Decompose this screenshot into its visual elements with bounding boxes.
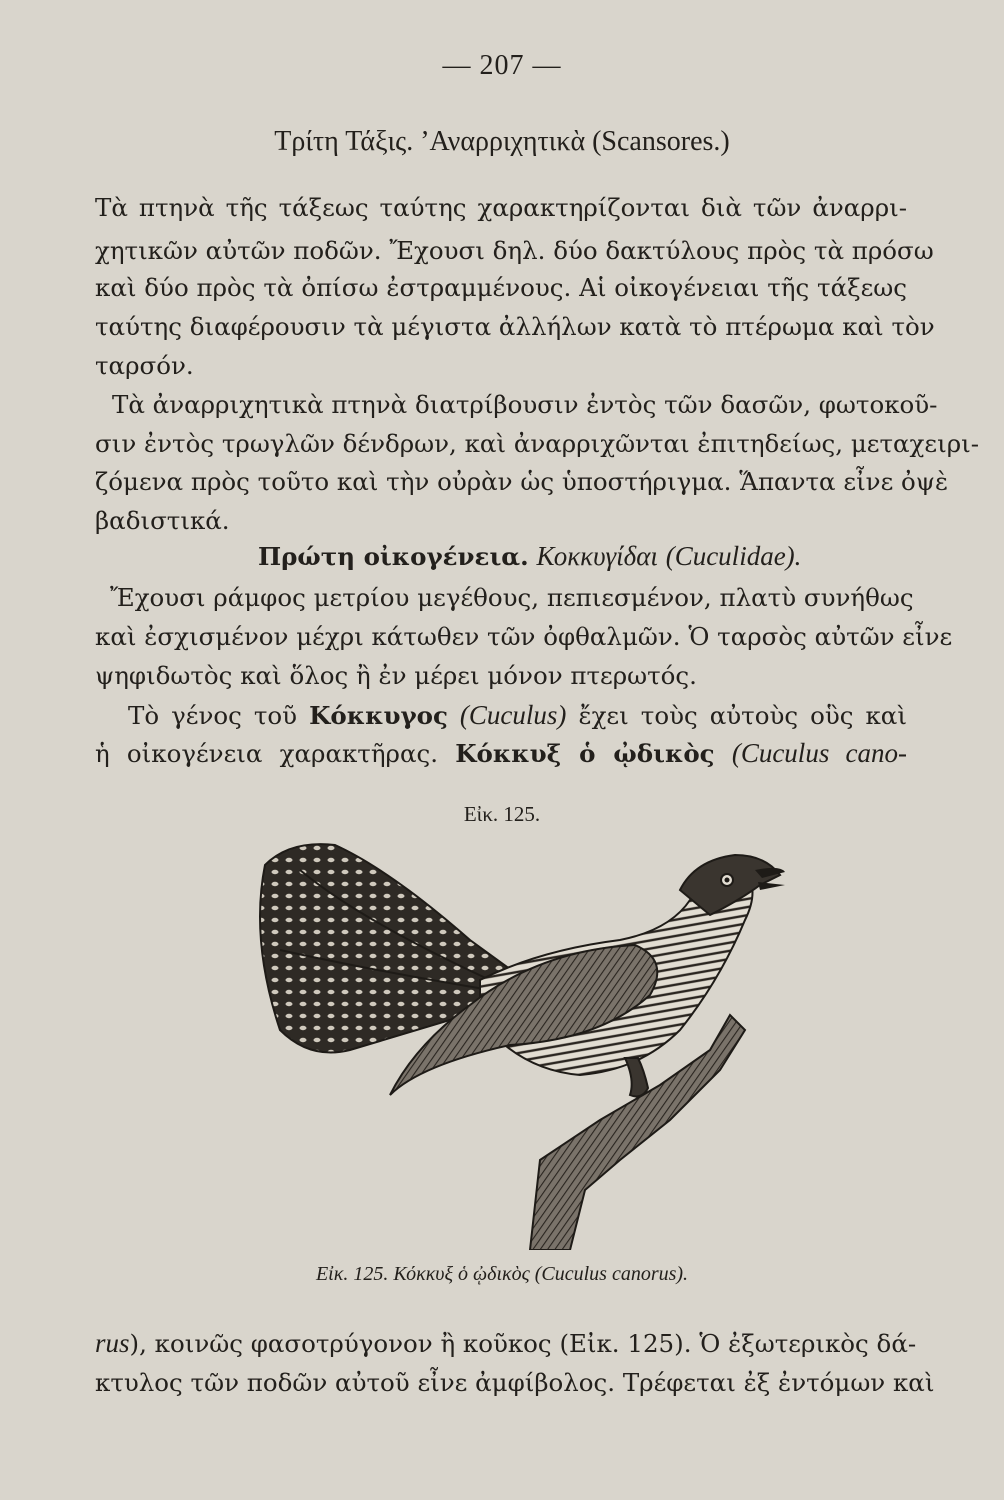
p4-text-e: ἡ οἰκογένεια χαρακτῆρας. (95, 739, 438, 768)
p3-line-3: ψηφιδωτὸς καὶ ὅλος ἢ ἐν μέρει μόνον πτερωτός. (95, 661, 697, 690)
p4-line-1 (128, 702, 907, 729)
species-name: Κόκκυξ ὁ ᾠδικὸς (455, 739, 715, 768)
p4-text-d: ἔχει τοὺς αὐτοὺς οὓς καὶ (578, 701, 907, 730)
p3-line-2: καὶ ἐσχισμένον μέχρι κάτωθεν τῶν ὀφθαλμῶν. Ὁ ταρσὸς αὐτῶν εἶνε (95, 622, 953, 651)
family-title: Πρώτη οἰκογένεια. (258, 542, 529, 571)
figure-caption: Εἰκ. 125. Κόκκυξ ὁ ᾠδικὸς (Cuculus canorus). (315, 1263, 689, 1285)
family-latin-name: (Cuculidae). (665, 541, 802, 571)
family-heading (258, 543, 858, 570)
p1-line-1: Τὰ πτηνὰ τῆς τάξεως ταύτης χαρακτηρίζονται διὰ τῶν ἀναρρι- (95, 193, 907, 222)
p1-line-2: χητικῶν αὐτῶν ποδῶν. Ἔχουσι δηλ. δύο δακτύλους πρὸς τὰ πρόσω (95, 236, 934, 265)
page-number: — 207 — (442, 50, 562, 81)
p5-line-2: κτυλος τῶν ποδῶν αὐτοῦ εἶνε ἀμφίβολος. Τρέφεται ἐξ ἐντόμων καὶ (95, 1368, 935, 1397)
p2-line-4: βαδιστικά. (95, 506, 230, 535)
species-latin: (Cuculus cano- (731, 738, 907, 768)
genus-latin: (Cuculus) (459, 700, 567, 730)
p4-text-a: Τὸ γένος τοῦ (128, 701, 298, 730)
p3-line-1: Ἔχουσι ράμφος μετρίου μεγέθους, πεπιεσμένον, πλατὺ συνήθως (110, 583, 914, 612)
p5-text-b: ), κοινῶς φασοτρύγονον ἢ κοῦκος (Εἰκ. 125). Ὁ ἐξωτερικὸς δά- (129, 1329, 917, 1358)
p1-line-4: ταύτης διαφέρουσιν τὰ μέγιστα ἀλλήλων κατὰ τὸ πτέρωμα καὶ τὸν (95, 312, 935, 341)
p2-line-2: σιν ἐντὸς τρωγλῶν δένδρων, καὶ ἀναρριχῶνται ἐπιτηδείως, μεταχειρι- (95, 429, 979, 458)
p2-line-1: Τὰ ἀναρριχητικὰ πτηνὰ διατρίβουσιν ἐντὸς τῶν δασῶν, φωτοκοῦ- (112, 390, 938, 419)
p4-line-2 (95, 740, 907, 767)
order-heading: Τρίτη Τάξις. ’Αναρριχητικὰ (Scansores.) (274, 126, 730, 157)
p1-line-3: καὶ δύο πρὸς τὰ ὀπίσω ἐστραμμένους. Αἱ οἰκογένειαι τῆς τάξεως (95, 273, 907, 302)
genus-name: Κόκκυγος (309, 701, 448, 730)
family-greek-name: Κοκκυγίδαι (536, 541, 658, 571)
p1-line-5: ταρσόν. (95, 351, 194, 380)
cuckoo-illustration (240, 830, 800, 1250)
species-latin-end: rus (95, 1328, 130, 1358)
p2-line-3: ζόμενα πρὸς τοῦτο καὶ τὴν οὐρὰν ὡς ὑποστήριγμα. Ἅπαντα εἶνε ὀψὲ (95, 467, 949, 496)
figure-label: Εἰκ. 125. (463, 802, 541, 826)
p5-line-1 (95, 1328, 917, 1358)
